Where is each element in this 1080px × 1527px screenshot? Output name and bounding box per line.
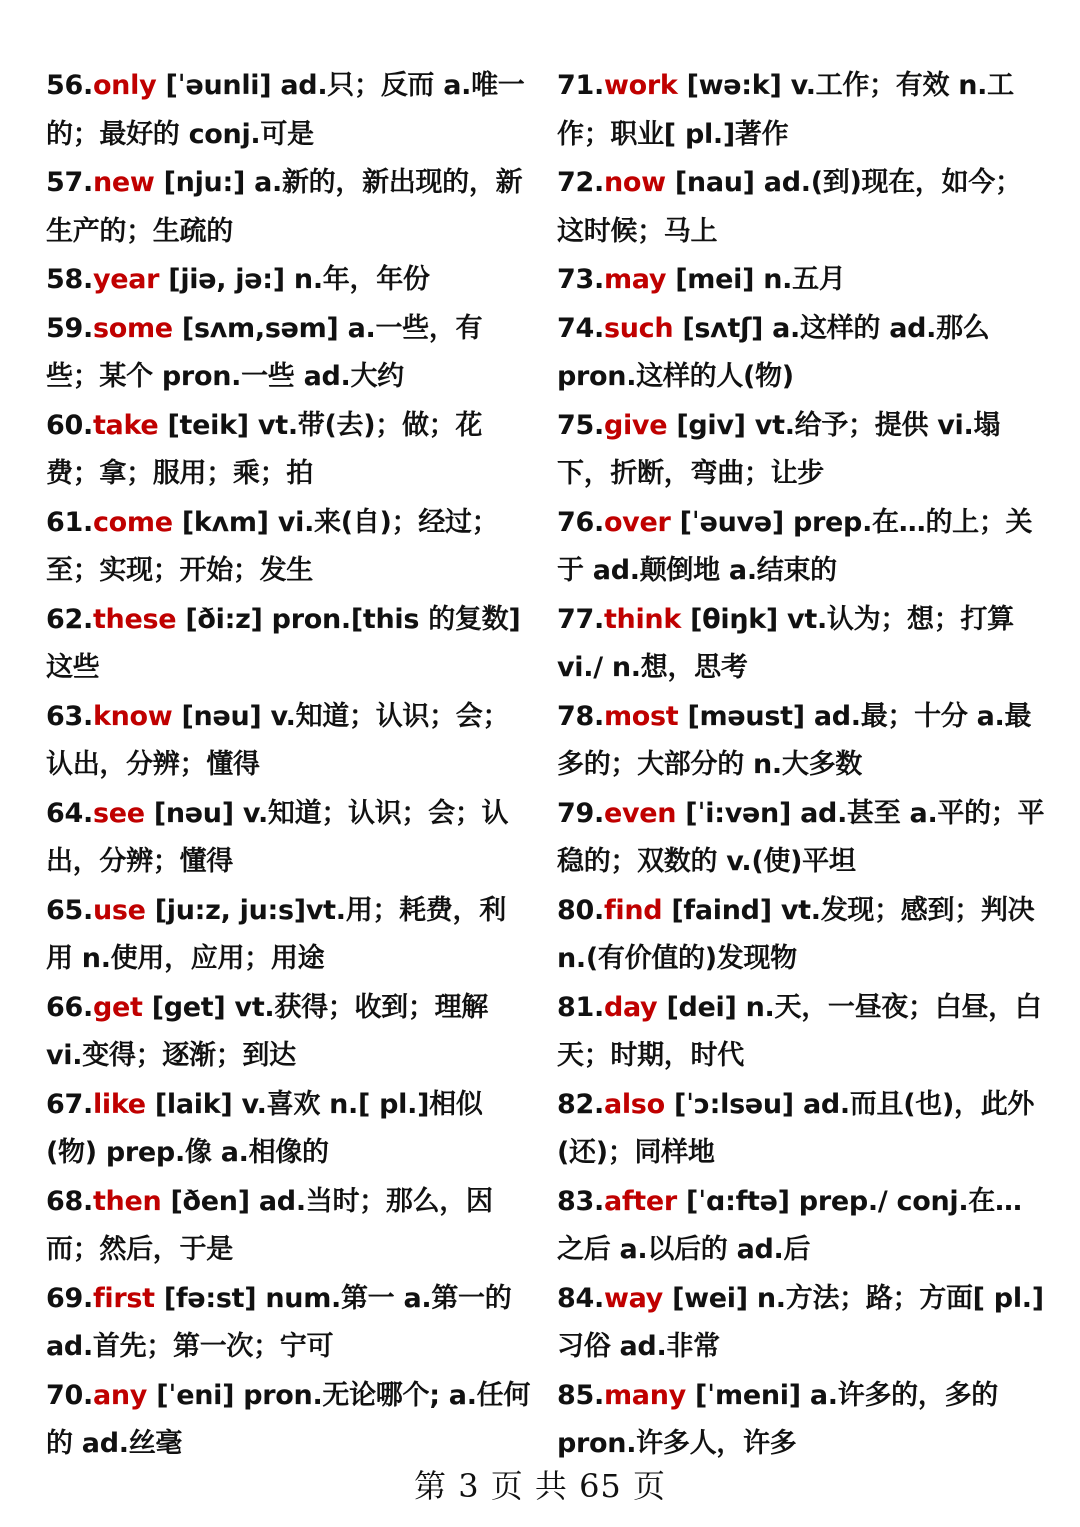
entry-number: 78.	[557, 700, 604, 732]
entry-number: 72.	[557, 167, 604, 198]
vocab-entry	[557, 1275, 1047, 1372]
entry-definition: [θiŋk] vt.认为；想；打算 vi./ n.想，思考	[557, 603, 1014, 683]
entry-word: give	[603, 409, 668, 441]
vocab-entry	[46, 62, 532, 159]
vocab-entry	[46, 693, 532, 790]
entry-number: 82.	[557, 1088, 604, 1120]
entry-number: 83.	[557, 1185, 604, 1217]
entry-definition: [ˈəuvə] prep.在…的上；关于 ad.颠倒地 a.结束的	[557, 506, 1033, 586]
entry-word: first	[92, 1282, 155, 1314]
entry-number: 85.	[557, 1379, 604, 1411]
entry-number: 63.	[46, 700, 93, 732]
vocab-entry	[46, 402, 532, 499]
entry-number: 77.	[557, 603, 604, 635]
entry-word: some	[92, 312, 173, 344]
entry-definition: [wei] n.方法；路；方面[ pl.]习俗 ad.非常	[557, 1282, 1044, 1362]
entry-definition: [ˈəunli] ad.只；反而 a.唯一的；最好的 conj.可是	[46, 70, 525, 150]
page-footer: 第 3 页 共 65 页	[414, 1467, 666, 1505]
entry-word: now	[603, 167, 666, 198]
vocab-entry	[46, 1081, 532, 1178]
entry-definition: [ðen] ad.当时；那么，因而；然后，于是	[46, 1185, 493, 1265]
entry-number: 79.	[557, 797, 604, 829]
entry-word: work	[603, 70, 678, 101]
entry-definition: [məust] ad.最；十分 a.最多的；大部分的 n.大多数	[557, 700, 1032, 780]
vocab-entry	[557, 1372, 1047, 1469]
vocab-entry	[557, 887, 1047, 984]
entry-number: 59.	[46, 312, 93, 344]
left-column	[46, 62, 532, 1469]
vocab-entry	[46, 1275, 532, 1372]
entry-definition: [nəu] v.知道；认识；会；认出，分辨；懂得	[46, 797, 509, 877]
entry-definition: [sʌm,səm] a.一些，有些；某个 pron.一些 ad.大约	[46, 312, 483, 392]
entry-number: 68.	[46, 1185, 93, 1217]
entry-definition: [giv] vt.给予；提供 vi.塌下，折断，弯曲；让步	[557, 409, 1001, 489]
entry-definition: [ˈi:vən] ad.甚至 a.平的；平稳的；双数的 v.(使)平坦	[557, 797, 1045, 877]
vocab-entry	[557, 1081, 1047, 1178]
entry-number: 57.	[46, 167, 93, 198]
entry-definition: [get] vt.获得；收到；理解 vi.变得；逐渐；到达	[46, 991, 488, 1071]
vocab-entry	[46, 256, 532, 305]
entry-number: 67.	[46, 1088, 93, 1120]
entry-number: 76.	[557, 506, 604, 538]
entry-number: 80.	[557, 894, 604, 926]
vocab-entry	[557, 596, 1047, 693]
entry-number: 64.	[46, 797, 93, 829]
vocab-entry	[46, 499, 532, 596]
entry-number: 81.	[557, 991, 604, 1023]
entry-number: 73.	[557, 264, 604, 295]
vocab-entry	[557, 305, 1047, 402]
entry-number: 74.	[557, 312, 604, 344]
entry-word: think	[603, 603, 681, 635]
entry-word: get	[92, 991, 143, 1023]
entry-word: also	[603, 1088, 665, 1120]
entry-word: most	[603, 700, 679, 732]
vocab-entry	[46, 790, 532, 887]
entry-definition: [kʌm] vi.来(自)；经过；至；实现；开始；发生	[46, 506, 499, 586]
entry-word: know	[92, 700, 173, 732]
entry-number: 84.	[557, 1282, 604, 1314]
entry-word: such	[603, 312, 674, 344]
entry-number: 75.	[557, 409, 604, 441]
vocab-entry	[46, 1372, 532, 1469]
vocab-entry	[46, 159, 532, 256]
vocab-entry	[46, 984, 532, 1081]
vocab-entry	[557, 62, 1047, 159]
vocab-entry	[46, 1178, 532, 1275]
entry-word: find	[603, 894, 663, 926]
entry-definition: [ði:z] pron.[this 的复数]这些	[46, 603, 521, 683]
entry-number: 66.	[46, 991, 93, 1023]
vocab-entry	[557, 256, 1047, 305]
entry-definition: [ˈeni] pron.无论哪个; a.任何的 ad.丝毫	[46, 1379, 531, 1459]
vocab-entry	[557, 1178, 1047, 1275]
entry-word: then	[92, 1185, 162, 1217]
entry-word: even	[603, 797, 677, 829]
entry-word: only	[92, 70, 157, 101]
entry-number: 69.	[46, 1282, 93, 1314]
entry-definition: [ˈɑ:ftə] prep./ conj.在…之后 a.以后的 ad.后	[557, 1185, 1022, 1265]
entry-definition: [ju:z, ju:s]vt.用；耗费，利用 n.使用，应用；用途	[46, 894, 506, 974]
vocab-entry	[557, 402, 1047, 499]
entry-definition: [fə:st] num.第一 a.第一的 ad.首先；第一次；宁可	[46, 1282, 512, 1362]
entry-word: many	[603, 1379, 686, 1411]
entry-definition: [laik] v.喜欢 n.[ pl.]相似(物) prep.像 a.相像的	[46, 1088, 483, 1168]
entry-definition: [nəu] v.知道；认识；会；认出，分辨；懂得	[46, 700, 510, 780]
vocab-entry	[557, 790, 1047, 887]
entry-number: 56.	[46, 70, 93, 101]
entry-word: see	[92, 797, 145, 829]
vocab-entry	[557, 693, 1047, 790]
entry-word: may	[603, 264, 667, 295]
entry-definition: [mei] n.五月	[666, 264, 846, 295]
entry-word: way	[603, 1282, 663, 1314]
entry-number: 58.	[46, 264, 93, 295]
entry-word: after	[603, 1185, 677, 1217]
entry-definition: [ˈɔ:lsəu] ad.而且(也)，此外(还)；同样地	[557, 1088, 1035, 1168]
vocab-entry	[46, 596, 532, 693]
entry-number: 62.	[46, 603, 93, 635]
entry-word: take	[92, 409, 159, 441]
entry-number: 60.	[46, 409, 93, 441]
vocab-entry	[557, 159, 1047, 256]
entry-word: new	[92, 167, 155, 198]
entry-definition: [jiə, jə:] n.年，年份	[159, 264, 430, 295]
entry-number: 61.	[46, 506, 93, 538]
entry-definition: [nau] ad.(到)现在，如今；这时候；马上	[557, 167, 1022, 247]
entry-word: any	[92, 1379, 148, 1411]
entry-definition: [dei] n.天，一昼夜；白昼，白天；时期，时代	[557, 991, 1042, 1071]
entry-word: over	[603, 506, 671, 538]
entry-definition: [sʌtʃ] a.这样的 ad.那么 pron.这样的人(物)	[557, 312, 990, 392]
entry-word: like	[92, 1088, 146, 1120]
entry-word: use	[92, 894, 146, 926]
vocab-entry	[46, 887, 532, 984]
entry-number: 71.	[557, 70, 604, 101]
entry-number: 70.	[46, 1379, 93, 1411]
entry-word: come	[92, 506, 173, 538]
entry-number: 65.	[46, 894, 93, 926]
entry-word: these	[92, 603, 177, 635]
vocab-entry	[46, 305, 532, 402]
entry-word: year	[92, 264, 160, 295]
entry-definition: [wə:k] v.工作；有效 n.工作；职业[ pl.]著作	[557, 70, 1014, 150]
right-column	[557, 62, 1047, 1469]
vocab-entry	[557, 984, 1047, 1081]
entry-definition: [teik] vt.带(去)；做；花费；拿；服用；乘；拍	[46, 409, 483, 489]
entry-definition: [ˈmeni] a.许多的，多的 pron.许多人，许多	[557, 1379, 998, 1459]
entry-word: day	[603, 991, 658, 1023]
entry-definition: [nju:] a.新的，新出现的，新生产的；生疏的	[46, 167, 523, 247]
vocab-entry	[557, 499, 1047, 596]
entry-definition: [faind] vt.发现；感到；判决 n.(有价值的)发现物	[557, 894, 1035, 974]
